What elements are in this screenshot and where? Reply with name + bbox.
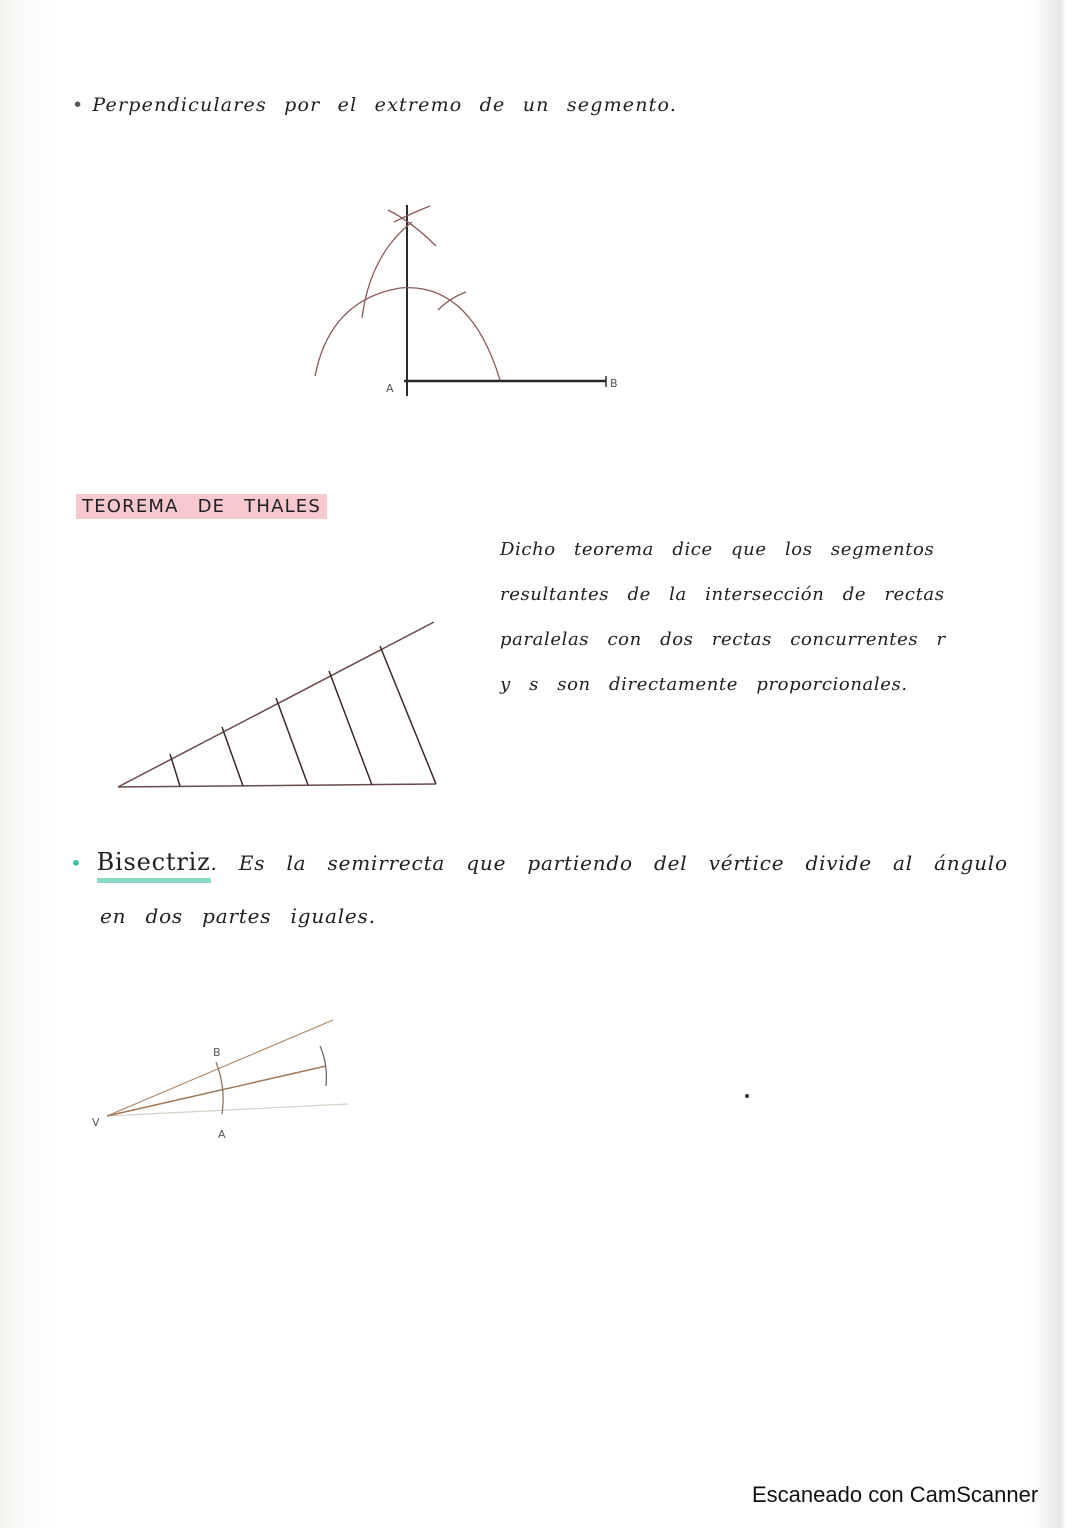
thales-line-r [118,622,434,787]
stray-dot [745,1094,749,1098]
thales-title: TEOREMA DE THALES [76,494,327,519]
thales-description-line: paralelas con dos rectas concurrentes r [500,629,946,650]
thales-description-line: y s son directamente proporcionales. [500,674,908,695]
thales-line-s [118,784,436,787]
label-b: B [610,377,618,390]
construction-arc-left [362,222,412,318]
label-a: A [386,382,394,395]
thales-description-line: Dicho teorema dice que los segmentos [500,539,935,560]
perpendicular-heading: • Perpendiculares por el extremo de un segmento. [72,94,678,116]
cross-arc-1 [388,210,436,246]
thales-figure [118,622,436,787]
thales-parallel-4 [329,671,372,785]
bisectriz-heading [70,848,1008,876]
thales-description [500,527,950,707]
bisectriz-definition-continued: en dos partes iguales. [100,904,376,928]
bullet-icon: • [72,94,85,116]
cross-arc-2 [394,206,430,222]
angle-side-upper [107,1020,333,1116]
bisectriz-term: Bisectriz [97,848,211,883]
label-b-bisectriz: B [213,1046,221,1059]
label-a-bisectriz: A [218,1128,226,1141]
thales-parallel-2 [222,727,243,786]
thales-description-line: resultantes de la intersección de rectas [500,584,945,605]
bullet-icon: • [70,851,83,875]
bisectriz-figure [92,1020,348,1141]
bisectriz-definition: . Es la semirrecta que partiendo del vértice divide al ángulo [210,851,1008,875]
camscanner-watermark: Escaneado con CamScanner [752,1482,1039,1507]
thales-parallel-5 [380,646,436,784]
bisector-line [107,1066,326,1116]
label-v: V [92,1116,100,1129]
thales-parallel-1 [170,754,180,786]
angle-side-lower [107,1104,348,1116]
thales-parallel-3 [276,698,308,785]
